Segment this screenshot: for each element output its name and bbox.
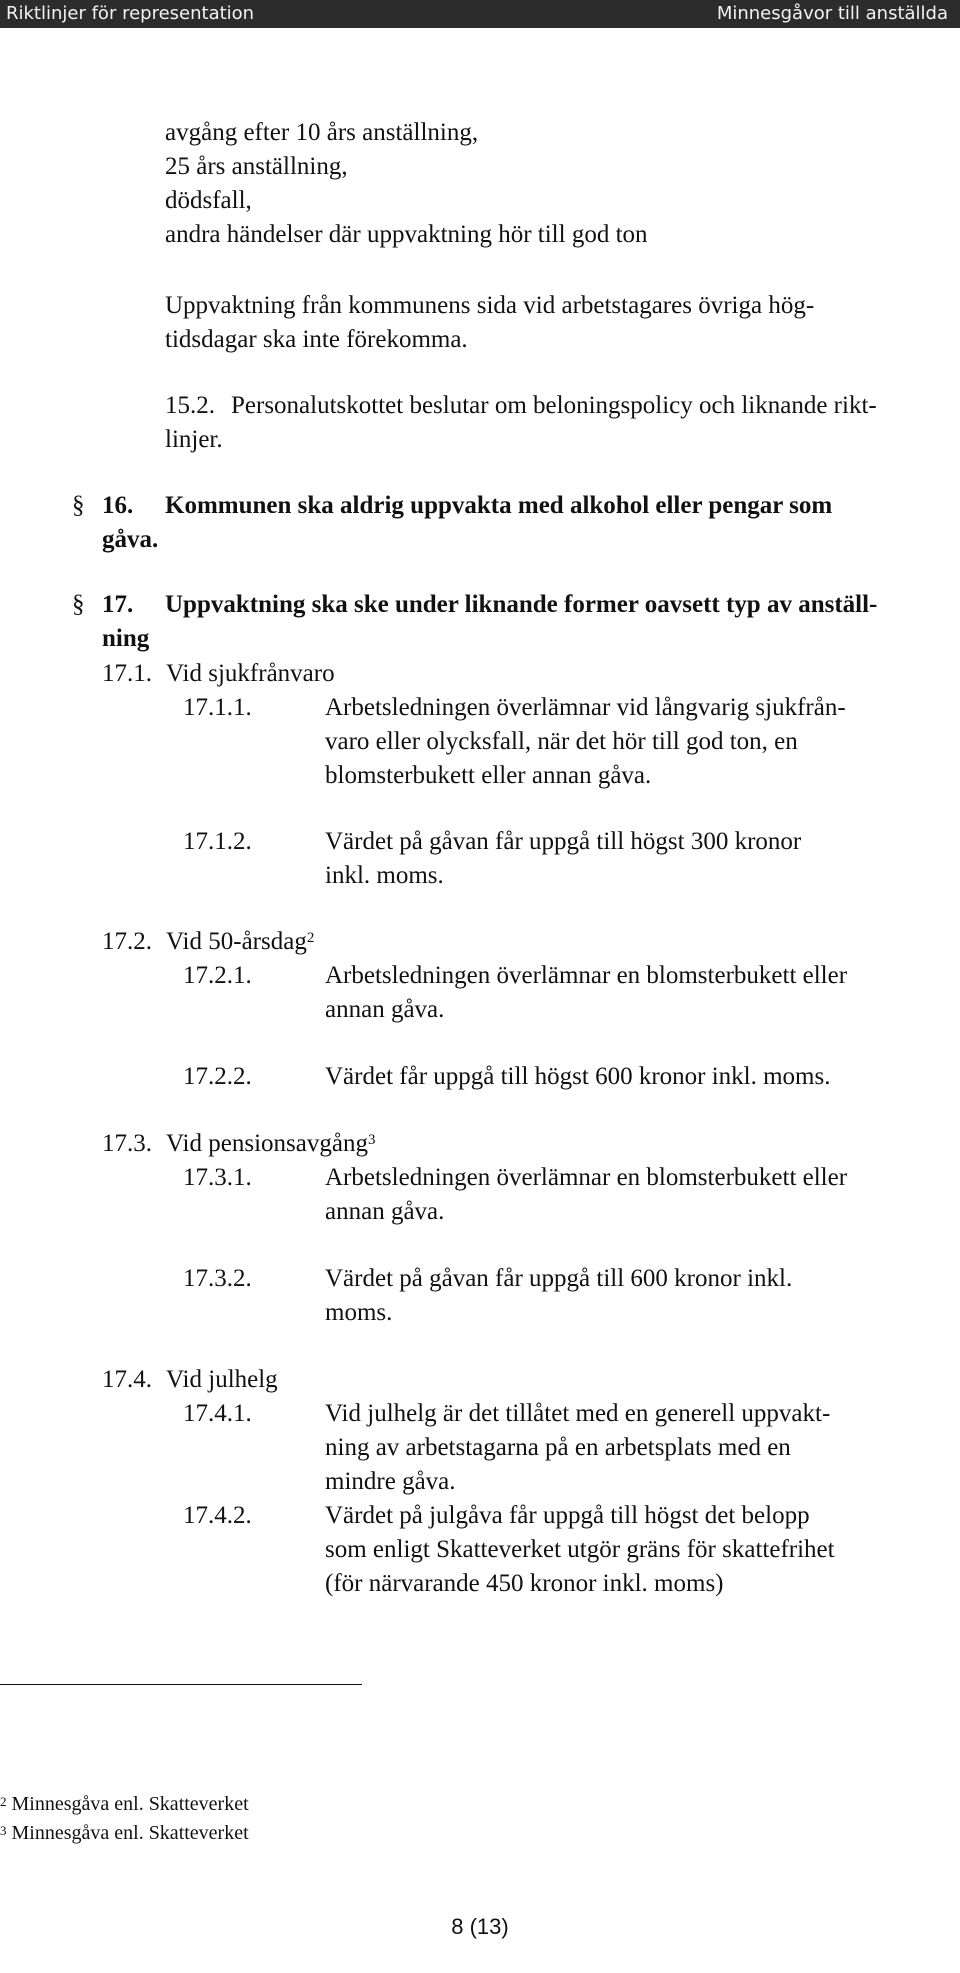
list-item: andra händelser där uppvaktning hör till god ton: [165, 221, 648, 248]
section-text-line: linjer.: [165, 426, 223, 453]
item-text-line: som enligt Skatteverket utgör gräns för skattefrihet: [325, 1536, 835, 1563]
subsection-title: Vid sjukfrånvaro: [166, 660, 335, 687]
item-text-line: varo eller olycksfall, när det hör till god ton, en: [325, 728, 798, 755]
section-sign: §: [72, 591, 85, 618]
section-heading-line: Uppvaktning ska ske under liknande former oavsett typ av anställ-: [165, 591, 878, 618]
item-text-line: Arbetsledningen överlämnar en blomsterbukett eller: [325, 962, 848, 989]
item-number: 17.4.1.: [183, 1400, 252, 1427]
footnote-separator: [0, 1684, 362, 1685]
footnote-text: Minnesgåva enl. Skatteverket: [11, 1793, 249, 1815]
subsection-number: 17.1.: [102, 660, 152, 687]
item-text-line: inkl. moms.: [325, 862, 444, 889]
section-number: 15.2.: [165, 392, 215, 419]
item-text-line: mindre gåva.: [325, 1468, 456, 1495]
section-sign: §: [72, 492, 85, 519]
footnote-mark: 2: [0, 1794, 7, 1809]
footnote-reference: 3: [367, 1132, 376, 1148]
item-text-line: annan gåva.: [325, 996, 445, 1023]
list-item: dödsfall,: [165, 187, 252, 214]
item-text-line: Arbetsledningen överlämnar vid långvarig sjukfrån-: [325, 694, 846, 721]
item-number: 17.1.2.: [183, 828, 252, 855]
footnote: [0, 1791, 249, 1817]
subsection-number: 17.3.: [102, 1130, 152, 1157]
item-text-line: moms.: [325, 1299, 393, 1326]
item-text-line: Värdet på gåvan får uppgå till högst 300 kronor: [325, 828, 802, 855]
section-heading-line: gåva.: [102, 526, 159, 553]
footnote-text: Minnesgåva enl. Skatteverket: [11, 1822, 249, 1844]
subsection-title-text: Vid pensionsavgång: [166, 1130, 368, 1157]
page-number: 8 (13): [451, 1914, 509, 1939]
subsection-title-text: Vid 50-årsdag: [166, 928, 307, 955]
subsection-title: Vid julhelg: [166, 1366, 278, 1393]
subsection-title: [166, 925, 314, 959]
item-text-line: blomsterbukett eller annan gåva.: [325, 762, 652, 789]
subsection-title: [166, 1127, 375, 1161]
list-item: 25 års anställning,: [165, 153, 348, 180]
paragraph-line: Uppvaktning från kommunens sida vid arbetstagares övriga hög-: [165, 292, 815, 319]
subsection-number: 17.2.: [102, 928, 152, 955]
item-number: 17.2.2.: [183, 1063, 252, 1090]
item-text-line: Värdet får uppgå till högst 600 kronor inkl. moms.: [325, 1063, 831, 1090]
item-number: 17.1.1.: [183, 694, 252, 721]
item-text-line: (för närvarande 450 kronor inkl. moms): [325, 1570, 724, 1597]
section-number: 16.: [102, 492, 134, 519]
footnote: [0, 1820, 249, 1846]
header-title-left: Riktlinjer för representation: [6, 3, 255, 24]
section-heading-line: Kommunen ska aldrig uppvakta med alkohol eller pengar som: [165, 492, 833, 519]
footnote-reference: 2: [306, 930, 315, 946]
item-text-line: annan gåva.: [325, 1198, 445, 1225]
item-text-line: Värdet på gåvan får uppgå till 600 kronor inkl.: [325, 1265, 793, 1292]
paragraph-line: tidsdagar ska inte förekomma.: [165, 326, 468, 353]
page-header: [0, 0, 960, 28]
item-number: 17.3.2.: [183, 1265, 252, 1292]
list-item: avgång efter 10 års anställning,: [165, 119, 479, 146]
item-text-line: Vid julhelg är det tillåtet med en generell uppvakt-: [325, 1400, 831, 1427]
section-heading-line: ning: [102, 625, 150, 652]
section-number: 17.: [102, 591, 134, 618]
item-number: 17.4.2.: [183, 1502, 252, 1529]
item-text-line: Arbetsledningen överlämnar en blomsterbukett eller: [325, 1164, 848, 1191]
item-text-line: Värdet på julgåva får uppgå till högst det belopp: [325, 1502, 810, 1529]
item-text-line: ning av arbetstagarna på en arbetsplats med en: [325, 1434, 791, 1461]
item-number: 17.2.1.: [183, 962, 252, 989]
section-text-line: Personalutskottet beslutar om beloningspolicy och liknande rikt-: [231, 392, 877, 419]
footnote-mark: 3: [0, 1823, 7, 1838]
subsection-number: 17.4.: [102, 1366, 152, 1393]
item-number: 17.3.1.: [183, 1164, 252, 1191]
header-title-right: Minnesgåvor till anställda: [716, 3, 948, 24]
